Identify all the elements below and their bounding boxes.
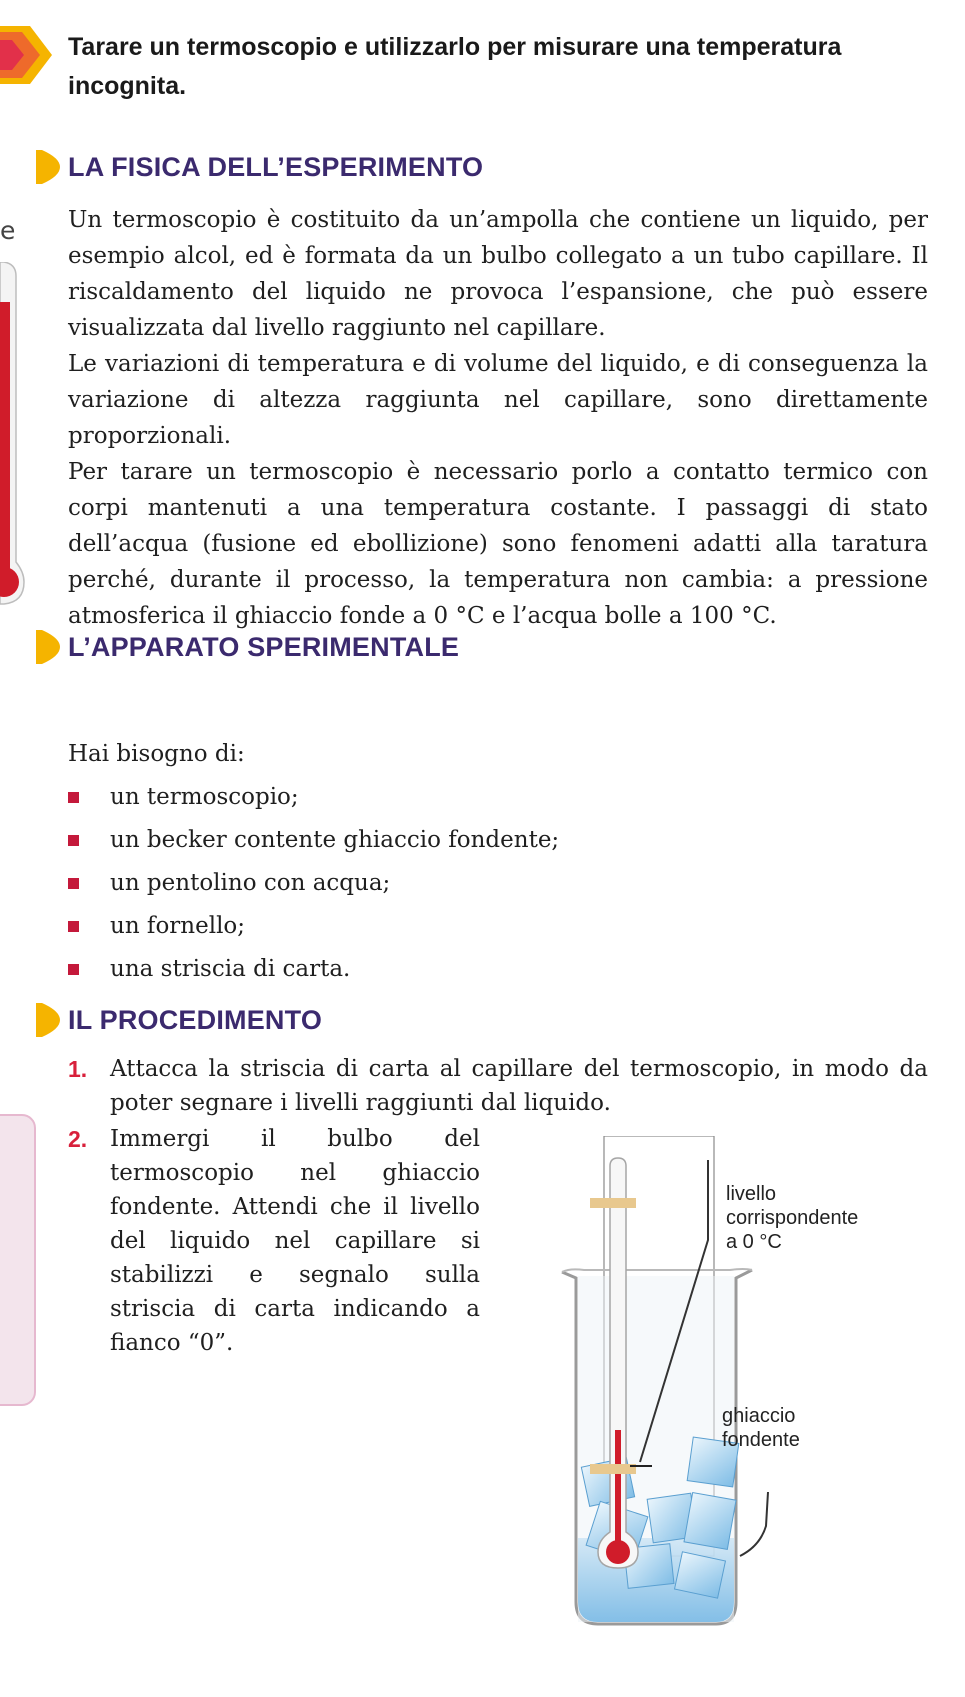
section-heading-procedure [36, 1003, 322, 1037]
section-marker-icon [36, 150, 60, 184]
procedure-step-1 [68, 1052, 928, 1120]
step-number: 1. [68, 1056, 88, 1082]
bullet-icon [68, 792, 79, 803]
section-marker-icon [36, 1003, 60, 1037]
list-item: un fornello; [68, 909, 559, 943]
bullet-icon [68, 921, 79, 932]
physics-paragraph-1: Un termoscopio è costituito da un’ampolla che contiene un liquido, per esempio alcol, ed è formata da un bulbo collegato a un tubo capillare. Il riscaldamento del liquido ne provoca l’espansione, che può essere visualizzata dal livello raggiunto nel capillare. [68, 207, 928, 341]
bullet-icon [68, 835, 79, 846]
step-text: Immergi il bulbo del termoscopio nel ghiaccio fondente. Attendi che il livello del liquido nel capillare si stabilizzi e segnalo sulla striscia di carta indicando a fianco “0”. [110, 1126, 480, 1356]
label-level-zero: livello corrispondente a 0 °C [726, 1183, 859, 1253]
list-item: un pentolino con acqua; [68, 866, 559, 900]
section-marker-icon [36, 630, 60, 664]
bullet-icon [68, 964, 79, 975]
section-title: L’APPARATO SPERIMENTALE [68, 631, 460, 662]
margin-note-box [0, 1114, 36, 1406]
section-heading-physics [36, 150, 483, 184]
margin-thermometer-icon [0, 262, 26, 607]
section-heading-apparatus [36, 630, 459, 664]
materials-list [68, 736, 559, 995]
experiment-goal: Tarare un termoscopio e utilizzarlo per misurare una temperatura incognita. [68, 33, 842, 100]
label-melting-ice: ghiaccio fondente [722, 1405, 800, 1451]
step-number: 2. [68, 1126, 88, 1152]
list-item: una striscia di carta. [68, 952, 559, 986]
list-item: un termoscopio; [68, 780, 559, 814]
section-title: IL PROCEDIMENTO [68, 1004, 323, 1035]
physics-paragraph-2: Le variazioni di temperatura e di volume del liquido, e di conseguenza la variazione di altezza raggiunta nel capillare, sono direttamente proporzionali. [68, 351, 928, 449]
list-item: un becker contente ghiaccio fondente; [68, 823, 559, 857]
materials-lead: Hai bisogno di: [68, 741, 245, 767]
procedure-step-2 [68, 1122, 480, 1360]
margin-letter: e [0, 216, 16, 245]
section-title: LA FISICA DELL’ESPERIMENTO [68, 151, 484, 182]
step-text: Attacca la striscia di carta al capillare del termoscopio, in modo da poter segnare i livelli raggiunti dal liquido. [110, 1056, 928, 1116]
bullet-icon [68, 878, 79, 889]
objective-arrow-icon [0, 22, 60, 88]
physics-paragraph-3: Per tarare un termoscopio è necessario porlo a contatto termico con corpi mantenuti a una temperatura costante. I passaggi di stato dell’acqua (fusione ed ebollizione) sono fenomeni adatti alla taratura perché, durante il processo, la temperatura non cambia: a pressione atmosferica il ghiaccio fonde a 0 °C e l’acqua bolle a 100 °C. [68, 459, 928, 629]
